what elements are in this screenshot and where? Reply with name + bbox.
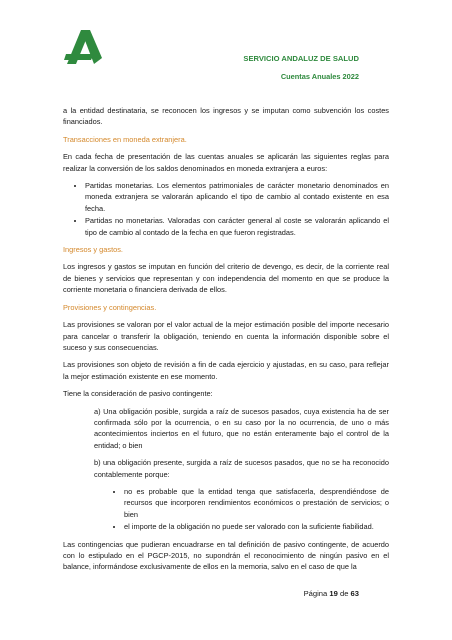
header-organization: SERVICIO ANDALUZ DE SALUD	[243, 54, 359, 63]
paragraph-currency-rules: En cada fecha de presentación de las cuentas anuales se aplicarán las siguientes reglas para realizar la conversión de los saldos denominados en moneda extranjera a euros:	[63, 152, 389, 173]
section-heading-foreign-currency: Transacciones en moneda extranjera.	[63, 134, 187, 144]
bullet-list-obligation	[94, 486, 389, 533]
paragraph-income-expenses: Los ingresos y gastos se imputan en función del criterio de devengo, es decir, de la corriente real de bienes y servicios que representan y con independencia del momento en que se produce la corriente monetaria o financiera derivada de ellos.	[63, 262, 389, 295]
paragraph-present-obligation: b) una obligación presente, surgida a raíz de sucesos pasados, que no se ha reconocido contablemente porque:	[94, 458, 389, 479]
section-heading-provisions: Provisiones y contingencias.	[63, 302, 157, 312]
list-item: • el importe de la obligación no puede ser valorado con la suficiente fiabilidad.	[124, 521, 389, 532]
list-item: • no es probable que la entidad tenga que satisfacerla, desprendiéndose de recursos que incorporen rendimientos económicos o prestación de servicios; o bien	[124, 486, 389, 520]
paragraph-provisions-valuation: Las provisiones se valoran por el valor actual de la mejor estimación posible del importe necesario para cancelar o transferir la obligación, teniendo en cuenta la información disponible sobre el suceso y sus consecuencias.	[63, 320, 389, 352]
page-label: Página	[303, 589, 328, 598]
document-body	[63, 105, 389, 579]
junta-andalucia-logo-icon	[60, 30, 102, 64]
paragraph-possible-obligation: a) Una obligación posible, surgida a raíz de sucesos pasados, cuya existencia ha de ser confirmada sólo por la ocurrencia, o en su caso por la no ocurrencia, de uno o más acontecimientos inciertos en el futuro, que no están enteramente bajo el control de la entidad; o bien	[94, 406, 389, 450]
list-item: • Partidas no monetarias. Valoradas con carácter general al coste se valorarán aplicando el tipo de cambio al contado de la fecha en que fueron registradas.	[85, 215, 389, 238]
paragraph-intro: a la entidad destinataria, se reconocen los ingresos y se imputan como subvención los costes financiados.	[63, 106, 389, 127]
current-page: 19	[329, 589, 338, 598]
paragraph-provisions-review: Las provisiones son objeto de revisión a fin de cada ejercicio y ajustadas, en su caso, para reflejar la mejor estimación existente en ese momento.	[63, 360, 389, 381]
bullet-list-currency	[63, 180, 389, 238]
header-document-title: Cuentas Anuales 2022	[280, 72, 359, 81]
page-of: de	[339, 589, 349, 598]
paragraph-contingent-liability: Tiene la consideración de pasivo contingente:	[63, 389, 213, 399]
paragraph-contingencies: Las contingencias que pudieran encuadrarse en tal definición de pasivo contingente, de acuerdo con lo estipulado en el PGCP-2015, no supondrán el reconocimiento de ningún pasivo en el balance, informándose exclusivamente de ellos en la memoria, salvo en el caso de que la	[63, 539, 389, 572]
indented-block	[94, 406, 389, 533]
total-pages: 63	[350, 589, 359, 598]
page-number	[304, 589, 359, 598]
section-heading-income-expenses: Ingresos y gastos.	[63, 245, 123, 255]
list-item: • Partidas monetarias. Los elementos patrimoniales de carácter monetario denominados en moneda extranjera se valorarán aplicando el tipo de cambio al contado existente en esa fecha.	[85, 180, 389, 214]
